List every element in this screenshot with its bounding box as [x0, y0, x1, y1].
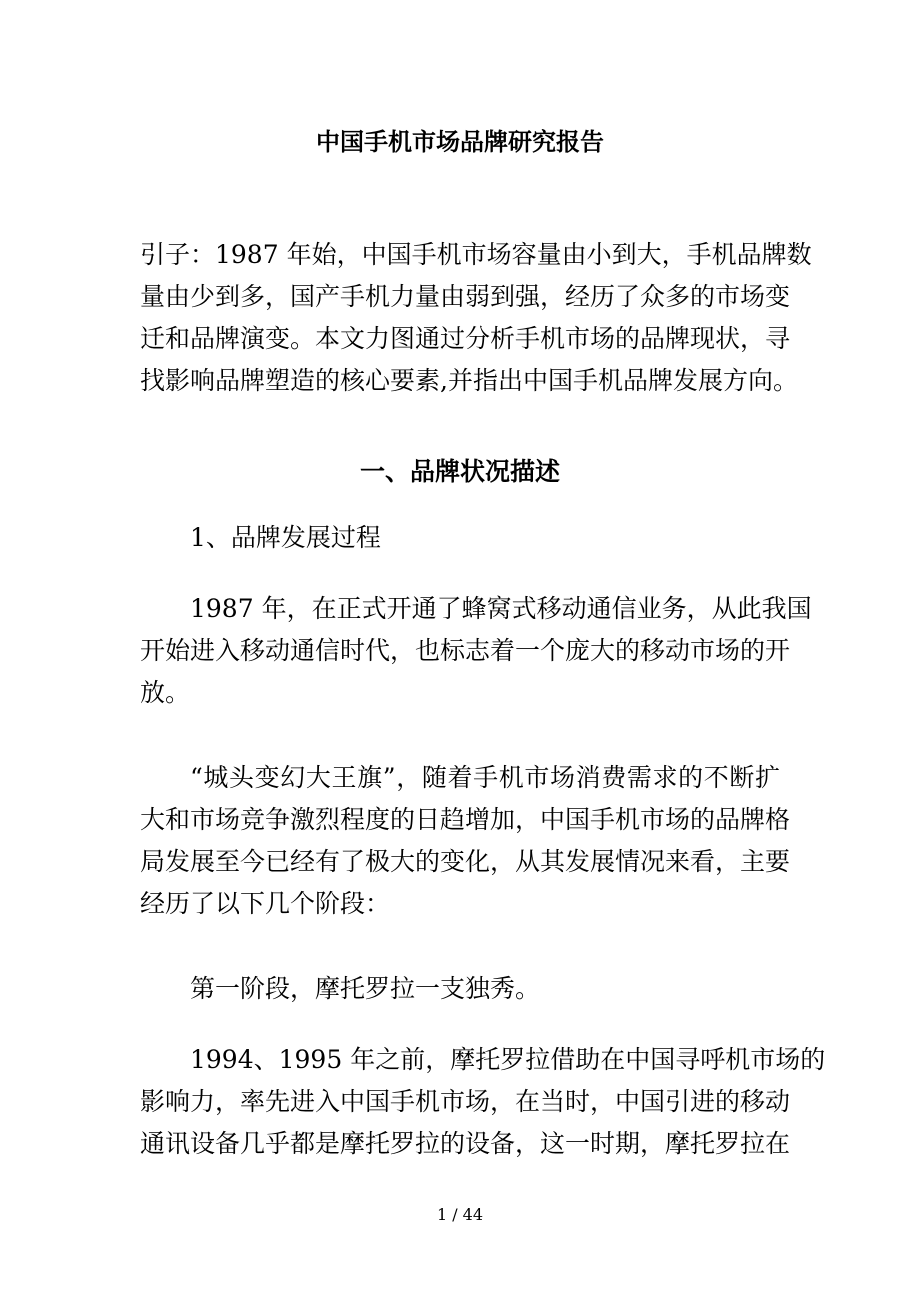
- paragraph-line: 1987 年，在正式开通了蜂窝式移动通信业务，从此我国: [190, 594, 812, 623]
- paragraph-line: 局发展至今已经有了极大的变化，从其发展情况来看，主要: [140, 847, 791, 876]
- paragraph-line: “城头变幻大王旗”，随着手机市场消费需求的不断扩: [190, 763, 780, 792]
- paragraph-line: 经历了以下几个阶段：: [140, 889, 391, 918]
- paragraph-line: 放。: [140, 678, 191, 707]
- stage-heading: 第一阶段，摩托罗拉一支独秀。: [190, 974, 541, 1003]
- subsection-heading: 1、品牌发展过程: [190, 523, 381, 552]
- intro-line: 量由少到多，国产手机力量由弱到强，经历了众多的市场变: [140, 282, 791, 311]
- paragraph-line: 开始进入移动通信时代，也标志着一个庞大的移动市场的开: [140, 636, 791, 665]
- paragraph-line: 1994、1995 年之前，摩托罗拉借助在中国寻呼机市场的: [190, 1045, 826, 1074]
- intro-line: 迁和品牌演变。本文力图通过分析手机市场的品牌现状，寻: [140, 324, 791, 353]
- section-heading: 一、品牌状况描述: [359, 457, 560, 486]
- paragraph-line: 影响力，率先进入中国手机市场，在当时，中国引进的移动: [140, 1087, 791, 1116]
- paragraph-line: 大和市场竞争激烈程度的日趋增加，中国手机市场的品牌格: [140, 805, 791, 834]
- document-title: 中国手机市场品牌研究报告: [316, 127, 604, 156]
- page-number: 1 / 44: [436, 1205, 484, 1224]
- intro-line: 引子：1987 年始，中国手机市场容量由小到大，手机品牌数: [140, 240, 812, 269]
- paragraph-line: 通讯设备几乎都是摩托罗拉的设备，这一时期，摩托罗拉在: [140, 1129, 791, 1158]
- intro-line: 找影响品牌塑造的核心要素,并指出中国手机品牌发展方向。: [140, 366, 798, 395]
